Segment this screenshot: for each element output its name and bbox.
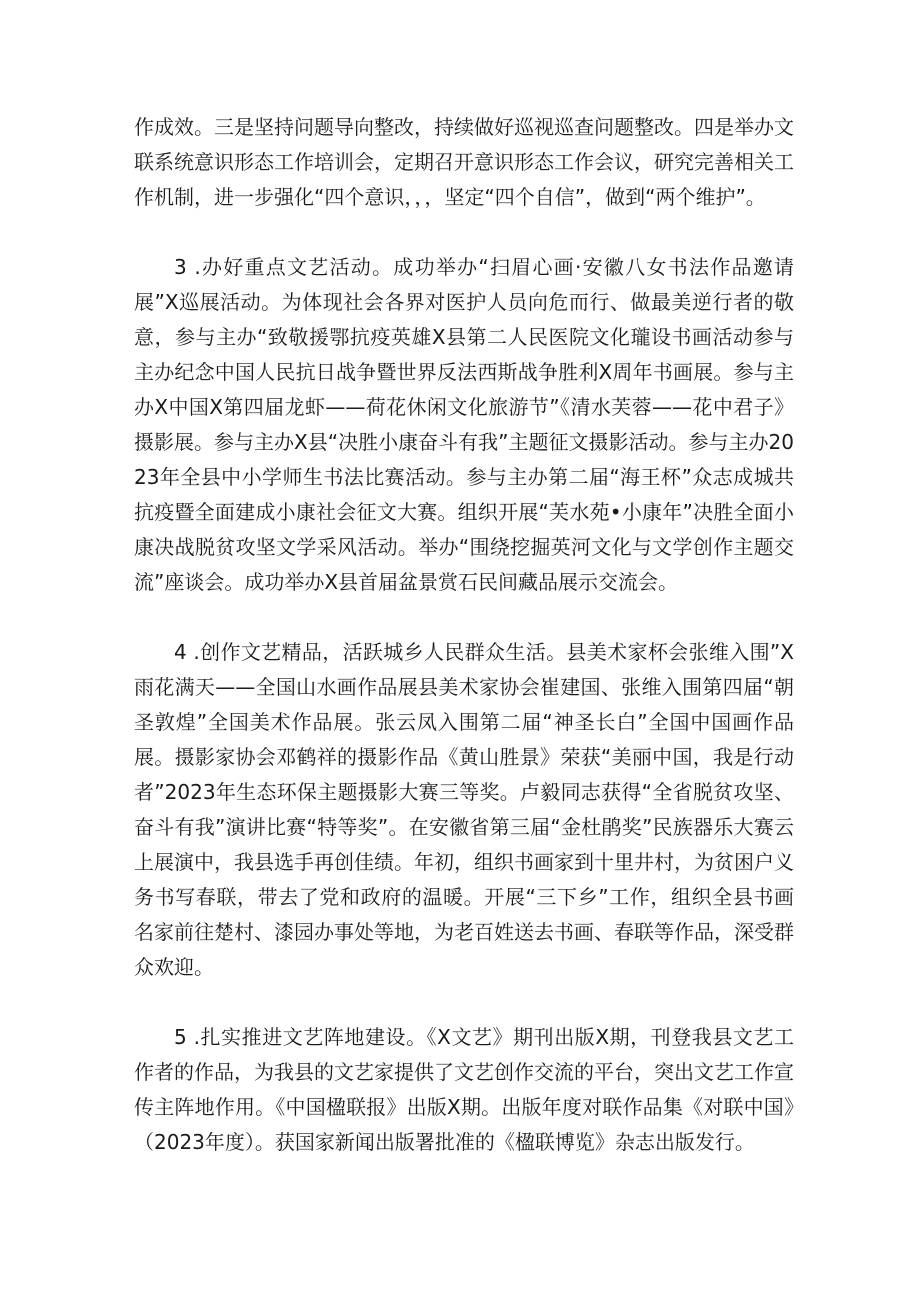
paragraph-work-effects: 作成效。三是坚持问题导向整改，持续做好巡视巡查问题整改。四是举办文联系统意识形态工作培训会，定期召开意识形态工作会议，研究完善相关工作机制，进一步强化“四个意识，，，坚定“四个自信”，做到“两个维护”。 (134, 115, 794, 209)
paragraph-arts-works-creation: 4 .创作文艺精品，活跃城乡人民群众生活。县美术家杯会张维入围”X雨花满天——全国山水画作品展县美术家协会崔建国、张维入围第四届“朝圣敦煌”全国美术作品展。张云凤入围第二届“神圣长白”全国中国画作品展。摄影家协会邓鹤祥的摄影作品《黄山胜景》荣获“美丽中国，我是行动者”2023年生态环保主题摄影大赛三等奖。卢毅同志获得“全省脱贫攻坚、奋斗有我”演讲比赛“特等奖”。在安徽省第三届“金杜鹃奖”民族器乐大赛云上展演中，我县选手再创佳绩。年初，组织书画家到十里井村，为贫困户义务书写春联，带去了党和政府的温暖。开展“三下乡”工作，组织全县书画名家前往楚村、漆园办事处等地，为老百姓送去书画、春联等作品，深受群众欢迎。 (134, 640, 794, 979)
paragraph-gap (134, 600, 794, 635)
paragraph-key-arts-activities: 3 .办好重点文艺活动。成功举办“扫眉心画·安徽八女书法作品邀请展”X巡展活动。为体现社会各界对医护人员向危而行、做最美逆行者的敬意，参与主办“致敬援鄂抗疫英雄X县第二人民医院文化瓏设书画活动参与主办纪念中国人民抗日战争暨世界反法西斯战争胜利X周年书画展。参与主办X中国X第四届龙虾——荷花休闲文化旅游节”《清水芙蓉——花中君子》摄影展。参与主办X县“决胜小康奋斗有我”主题征文摄影活动。参与主办2023年全县中小学师生书法比赛活动。参与主办第二届“海王杯”众志成城共抗疫暨全面建成小康社会征文大赛。组织开展“芙水苑•小康年”决胜全面小康决战脱贫攻坚文学采风活动。举办“围绕挖掘英河文化与文学创作主题交流”座谈会。成功举办X县首届盆景赏石民间藏品展示交流会。 (134, 255, 794, 594)
paragraph-gap (134, 215, 794, 250)
document-body (134, 110, 794, 1160)
paragraph-arts-platform-building: 5 .扎实推进文艺阵地建设。《X文艺》期刊出版X期，刊登我县文艺工作者的作品，为我县的文艺家提供了文艺创作交流的平台，突出文艺工作宣传主阵地作用。《中国楹联报》出版X期。出版年度对联作品集《对联中国》（2023年度）。获国家新闻出版署批准的《楹联博览》杂志出版发行。 (134, 1025, 794, 1154)
paragraph-gap (134, 985, 794, 1020)
